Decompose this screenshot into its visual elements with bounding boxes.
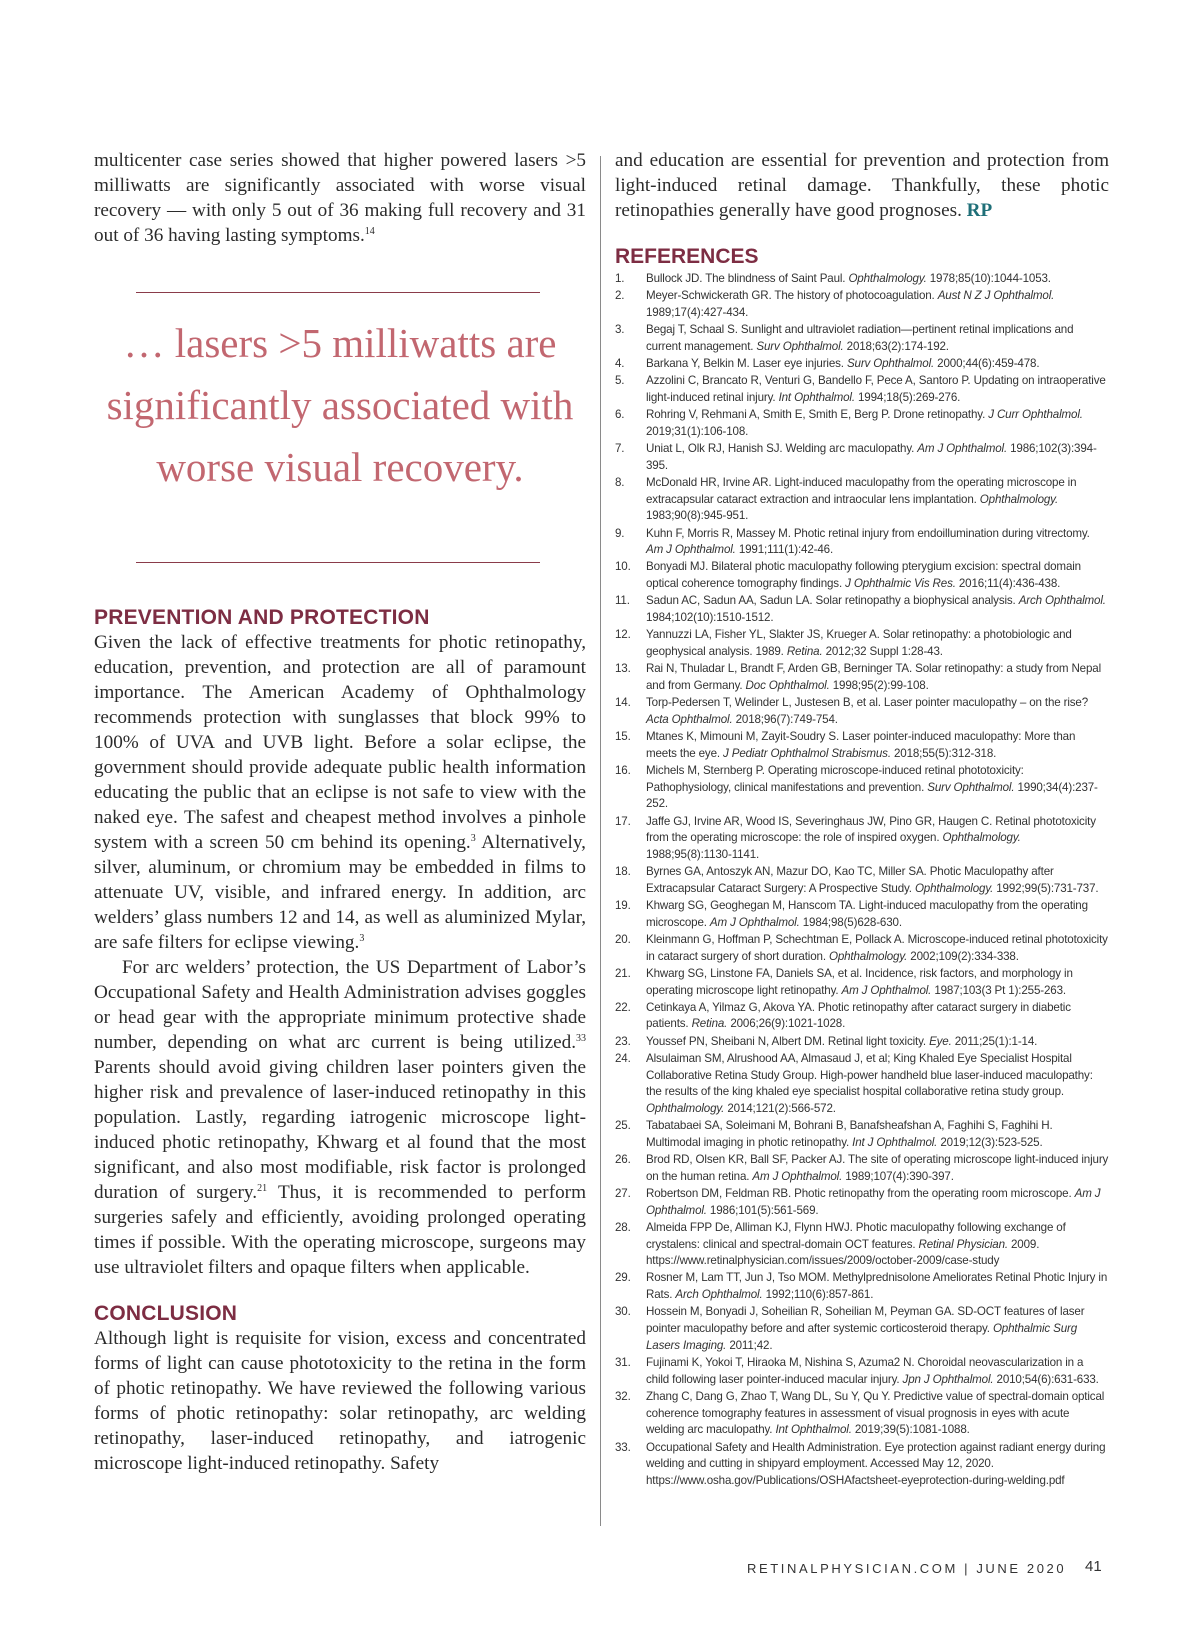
reference-item: 11. Sadun AC, Sadun AA, Sadun LA. Solar retinopathy a biophysical analysis. Arch Ophthalmol. 1984;102(10):1510-1512.	[615, 594, 1106, 625]
reference-journal: Jpn J Ophthalmol.	[902, 1372, 994, 1386]
reference-item: 20. Kleinmann G, Hoffman P, Schechtman E, Pollack A. Microscope-induced retinal phototoxicity in cataract surgery of short duration. Ophthalmology. 2002;109(2):334-338.	[615, 932, 1108, 963]
reference-number: 15.	[615, 729, 631, 743]
reference-journal: Arch Ophthalmol.	[675, 1288, 763, 1302]
reference-item: 31. Fujinami K, Yokoi T, Hiraoka M, Nishina S, Azuma2 N. Choroidal neovascularization in a child following laser pointer-induced macular injury. Jpn J Ophthalmol. 2010;54(6):631-633.	[615, 1356, 1099, 1386]
reference-item: 21. Khwarg SG, Linstone FA, Daniels SA, et al. Incidence, risk factors, and morphology in operating microscope light retinopathy. Am J Ophthalmol. 1987;103(3 Pt 1):255-263.	[615, 966, 1073, 997]
reference-number: 6.	[615, 408, 625, 422]
reference-number: 19.	[615, 899, 631, 913]
references-heading: REFERENCES	[615, 245, 759, 268]
reference-number: 4.	[615, 357, 625, 371]
reference-number: 13.	[615, 662, 631, 676]
reference-item: 30. Hossein M, Bonyadi J, Soheilian R, Soheilian M, Peyman GA. SD-OCT features of laser pointer maculopathy before and after systemic corticosteroid therapy. Ophthalmic Surg Lasers Imaging. 2011;42.	[615, 1305, 1085, 1352]
page-number: 41	[1085, 1558, 1102, 1575]
reference-journal: Surv Ophthalmol.	[846, 357, 935, 371]
reference-item: 33. Occupational Safety and Health Administration. Eye protection against radiant energy during welding and cutting in shipyard employment. Accessed May 12, 2020. https://www.osha.gov/Publications/OSHAfactsheet-eyeprotection-during-welding.pdf	[615, 1440, 1106, 1487]
footer-publication: RETINALPHYSICIAN.COM | JUNE 2020	[747, 1561, 1067, 1576]
reference-number: 29.	[615, 1271, 631, 1285]
reference-number: 10.	[615, 560, 631, 574]
reference-journal: Am J Ophthalmol.	[646, 543, 736, 557]
reference-journal: Int Ophthalmol.	[775, 1423, 852, 1437]
reference-item: 8. McDonald HR, Irvine AR. Light-induced maculopathy from the operating microscope in extracapsular cataract extraction and intraocular lens implantation. Ophthalmology. 1983;90(8):945-951.	[615, 475, 1077, 523]
reference-item: 18. Byrnes GA, Antoszyk AN, Mazur DO, Kao TC, Miller SA. Photic Maculopathy after Extracapsular Cataract Surgery: A Prospective Study. Ophthalmology. 1992;99(5):731-737.	[615, 865, 1099, 895]
reference-number: 24.	[615, 1051, 631, 1065]
reference-item: 23. Youssef PN, Sheibani N, Albert DM. Retinal light toxicity. Eye. 2011;25(1):1-14.	[615, 1034, 1109, 1051]
reference-number: 20.	[615, 932, 631, 946]
reference-journal: Int Ophthalmol.	[778, 390, 855, 404]
reference-number: 12.	[615, 628, 631, 642]
reference-item: 15. Mtanes K, Mimouni M, Zayit-Soudry S. Laser pointer-induced maculopathy: More than meets the eye. J Pediatr Ophthalmol Strabismus. 2018;55(5):312-318.	[615, 729, 1076, 760]
reference-number: 23.	[615, 1034, 631, 1048]
reference-journal: Eye.	[929, 1034, 952, 1048]
right-column	[615, 148, 1109, 1490]
reference-journal: Doc Ophthalmol.	[745, 678, 830, 692]
pull-quote	[94, 292, 586, 564]
reference-journal: Retina.	[691, 1017, 728, 1031]
reference-journal: Am J Ophthalmol.	[709, 915, 800, 929]
reference-journal: Arch Ophthalmol.	[1018, 594, 1106, 608]
reference-number: 3.	[615, 323, 625, 337]
reference-item: 24. Alsulaiman SM, Alrushood AA, Almasaud J, et al; King Khaled Eye Specialist Hospital Collaborative Retina Study Group. High-power handheld blue laser-induced maculopathy: the results of the king khaled eye specialist hospital collaborative retina study group. Ophthalmology. 2014;121(2):566-572.	[615, 1051, 1093, 1115]
conclusion-heading: CONCLUSION	[94, 1302, 238, 1325]
reference-journal: J Ophthalmic Vis Res.	[845, 577, 956, 591]
reference-journal: Ophthalmology.	[848, 272, 927, 285]
reference-journal: Surv Ophthalmol.	[927, 780, 1015, 794]
reference-number: 17.	[615, 814, 631, 828]
reference-item: 4. Barkana Y, Belkin M. Laser eye injuries. Surv Ophthalmol. 2000;44(6):459-478.	[615, 356, 1109, 373]
prevention-paragraph-2: For arc welders’ protection, the US Department of Labor’s Occupational Safety and Health Administration advises goggles or head gear with the appropriate minimum protective shade number, depending on what arc current is being utilized.$^{33}$ Parents should avoid giving children laser pointers given the higher risk and prevalence of laser-induced retinopathy in this population. Lastly, regarding iatrogenic microscope light-induced photic retinopathy, Khwarg et al found that the most significant, and also most modifiable, risk factor is prolonged duration of surgery.$^{21}$ Thus, it is recommended to perform surgeries safely and efficiently, avoiding prolonged operating times if possible. With the operating microscope, surgeons may use ultraviolet filters and opaque filters when applicable.	[94, 957, 586, 1278]
reference-number: 5.	[615, 374, 625, 388]
reference-journal: Ophthalmology.	[914, 881, 994, 895]
reference-journal: Am J Ophthalmol.	[646, 1186, 1101, 1217]
reference-journal: Retina.	[786, 644, 823, 658]
reference-number: 14.	[615, 696, 631, 710]
end-mark: RP	[966, 200, 993, 221]
reference-number: 32.	[615, 1389, 631, 1403]
column-divider	[600, 156, 601, 1526]
reference-journal: Ophthalmology.	[979, 492, 1059, 506]
reference-journal: Retinal Physician.	[918, 1237, 1008, 1251]
prevention-paragraph-1: Given the lack of effective treatments for photic retinopathy, education, prevention, and protection are all of paramount importance. The American Academy of Ophthalmology recommends protection with sunglasses that block 99% to 100% of UVA and UVB light. Before a solar eclipse, the government should provide adequate public health information educating the public that an eclipse is not safe to view with the naked eye. The safest and cheapest method involves a pinhole system with a screen 50 cm behind its opening.$^3$ Alternatively, silver, aluminum, or chromium may be embedded in films to attenuate UV, visible, and infrared energy. In addition, arc welders’ glass numbers 12 and 14, as well as aluminized Mylar, are safe filters for eclipse viewing.$^3$	[94, 632, 586, 953]
reference-journal: Acta Ophthalmol.	[646, 712, 733, 726]
reference-journal: Int J Ophthalmol.	[852, 1135, 938, 1149]
reference-item: 12. Yannuzzi LA, Fisher YL, Slakter JS, Krueger A. Solar retinopathy: a photobiologic and geophysical analysis. 1989. Retina. 2012;32 Suppl 1:28-43.	[615, 628, 1072, 658]
reference-journal: Am J Ophthalmol.	[917, 442, 1008, 456]
conclusion-continued: and education are essential for prevention and protection from light-induced retinal damage. Thankfully, these photic retinopathies generally have good prognoses. RP	[615, 150, 1109, 221]
reference-number: 26.	[615, 1153, 631, 1167]
reference-item: 28. Almeida FPP De, Alliman KJ, Flynn HWJ. Photic maculopathy following exchange of crystalens: clinical and spectral-domain OCT features. Retinal Physician. 2009. https://www.retinalphysician.com/issues/2009/october-2009/case-study	[615, 1220, 1066, 1268]
reference-item: 6. Rohring V, Rehmani A, Smith E, Smith E, Berg P. Drone retinopathy. J Curr Ophthalmol. 2019;31(1):106-108.	[615, 408, 1083, 438]
reference-item: 10. Bonyadi MJ. Bilateral photic maculopathy following pterygium excision: spectral domain optical coherence tomography findings. J Ophthalmic Vis Res. 2016;11(4):436-438.	[615, 560, 1081, 591]
reference-item: 1. Bullock JD. The blindness of Saint Paul. Ophthalmology. 1978;85(10):1044-1053.	[615, 271, 1109, 288]
reference-number: 21.	[615, 966, 631, 980]
reference-item: 2. Meyer-Schwickerath GR. The history of photocoagulation. Aust N Z J Ophthalmol. 1989;17(4):427-434.	[615, 289, 1055, 319]
conclusion-paragraph: Although light is requisite for vision, excess and concentrated forms of light can cause phototoxicity to the retina in the form of photic retinopathy. We have reviewed the following various forms of photic retinopathy: solar retinopathy, arc welding retinopathy, laser-induced retinopathy, and iatrogenic microscope light-induced retinopathy. Safety	[94, 1328, 586, 1474]
reference-item: 7. Uniat L, Olk RJ, Hanish SJ. Welding arc maculopathy. Am J Ophthalmol. 1986;102(3):394-395.	[615, 442, 1097, 472]
reference-journal: Ophthalmology.	[646, 1101, 725, 1115]
left-column	[94, 148, 586, 1476]
reference-number: 8.	[615, 475, 625, 489]
reference-item: 17. Jaffe GJ, Irvine AR, Wood IS, Severinghaus JW, Pino GR, Haugen C. Retinal phototoxicity from the operating microscope: the role of inspired oxygen. Ophthalmology. 1988;95(8):1130-1141.	[615, 814, 1096, 861]
reference-number: 27.	[615, 1186, 631, 1200]
reference-item: 29. Rosner M, Lam TT, Jun J, Tso MOM. Methylprednisolone Ameliorates Retinal Photic Injury in Rats. Arch Ophthalmol. 1992;110(6):857-861.	[615, 1271, 1108, 1302]
reference-item: 9. Kuhn F, Morris R, Massey M. Photic retinal injury from endoillumination during vitrectomy. Am J Ophthalmol. 1991;111(1):42-46.	[615, 526, 1090, 557]
reference-item: 16. Michels M, Sternberg P. Operating microscope-induced retinal phototoxicity: Pathophysiology, clinical manifestations and prevention. Surv Ophthalmol. 1990;34(4):237-252.	[615, 763, 1098, 811]
reference-item: 19. Khwarg SG, Geoghegan M, Hanscom TA. Light-induced maculopathy from the operating microscope. Am J Ophthalmol. 1984;98(5)628-630.	[615, 899, 1088, 929]
references-list	[615, 271, 1109, 1490]
reference-item: 27. Robertson DM, Feldman RB. Photic retinopathy from the operating room microscope. Am J Ophthalmol. 1986;101(5):561-569.	[615, 1186, 1101, 1217]
reference-number: 18.	[615, 865, 631, 879]
citation-superscript: 14	[364, 226, 375, 237]
pull-quote-text: … lasers >5 milliwatts are significantly associated with worse visual recovery.	[106, 320, 574, 490]
reference-number: 1.	[615, 272, 625, 285]
reference-number: 16.	[615, 763, 631, 777]
reference-number: 2.	[615, 289, 625, 303]
reference-journal: Surv Ophthalmol.	[756, 339, 844, 353]
reference-item: 5. Azzolini C, Brancato R, Venturi G, Bandello F, Pece A, Santoro P. Updating on intraoperative light-induced retinal injury. Int Ophthalmol. 1994;18(5):269-276.	[615, 374, 1106, 404]
reference-number: 7.	[615, 442, 625, 456]
reference-journal: J Pediatr Ophthalmol Strabismus.	[723, 746, 891, 760]
pull-quote-bottom-rule	[136, 562, 540, 563]
reference-item: 25. Tabatabaei SA, Soleimani M, Bohrani B, Banafsheafshan A, Faghihi S, Faghihi H. Multimodal imaging in photic retinopathy. Int J Ophthalmol. 2019;12(3):523-525.	[615, 1119, 1053, 1149]
reference-journal: Am J Ophthalmol.	[752, 1169, 843, 1183]
reference-number: 22.	[615, 1000, 631, 1014]
prevention-heading: PREVENTION AND PROTECTION	[94, 606, 430, 629]
reference-journal: Am J Ophthalmol.	[841, 983, 932, 997]
reference-journal: Ophthalmology.	[942, 831, 1021, 845]
reference-item: 22. Cetinkaya A, Yilmaz G, Akova YA. Photic retinopathy after cataract surgery in diabetic patients. Retina. 2006;26(9):1021-1028.	[615, 1000, 1071, 1031]
reference-journal: Aust N Z J Ophthalmol.	[937, 289, 1055, 303]
reference-number: 33.	[615, 1440, 631, 1454]
reference-journal: Ophthalmology.	[828, 949, 908, 963]
reference-item: 14. Torp-Pedersen T, Welinder L, Justesen B, et al. Laser pointer maculopathy – on the rise? Acta Ophthalmol. 2018;96(7):749-754.	[615, 696, 1089, 726]
reference-number: 9.	[615, 526, 625, 540]
reference-number: 25.	[615, 1119, 631, 1133]
reference-number: 30.	[615, 1305, 631, 1319]
reference-number: 11.	[615, 594, 630, 608]
reference-journal: J Curr Ophthalmol.	[988, 408, 1083, 422]
reference-item: 32. Zhang C, Dang G, Zhao T, Wang DL, Su Y, Qu Y. Predictive value of spectral-domain optical coherence tomography features in assessment of visual prognosis in eyes with acute welding arc maculopathy. Int Ophthalmol. 2019;39(5):1081-1088.	[615, 1389, 1105, 1437]
reference-item: 26. Brod RD, Olsen KR, Ball SF, Packer AJ. The site of operating microscope light-induced injury on the human retina. Am J Ophthalmol. 1989;107(4):390-397.	[615, 1153, 1109, 1183]
pull-quote-top-rule	[136, 292, 540, 293]
reference-number: 31.	[615, 1356, 631, 1369]
reference-number: 28.	[615, 1220, 631, 1234]
intro-paragraph: multicenter case series showed that higher powered lasers >5 milliwatts are significantly associated with worse visual recovery — with only 5 out of 36 making full recovery and 31 out of 36 having lasting symptoms.$^{14}$	[94, 150, 586, 246]
reference-journal: Ophthalmic Surg Lasers Imaging.	[646, 1322, 1078, 1352]
reference-item: 13. Rai N, Thuladar L, Brandt F, Arden GB, Berninger TA. Solar retinopathy: a study from Nepal and from Germany. Doc Ophthalmol. 1998;95(2):99-108.	[615, 662, 1101, 692]
reference-item: 3. Begaj T, Schaal S. Sunlight and ultraviolet radiation—pertinent retinal implications and current management. Surv Ophthalmol. 2018;63(2):174-192.	[615, 323, 1074, 353]
